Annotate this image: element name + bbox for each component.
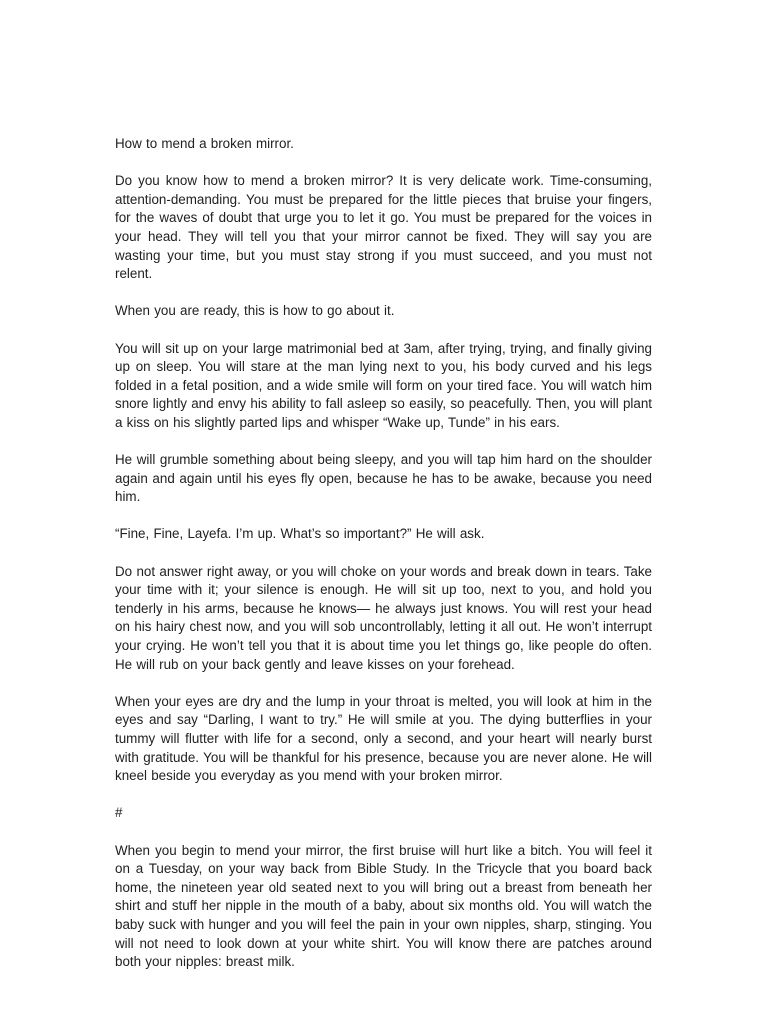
- paragraph-2: When you are ready, this is how to go about it.: [115, 303, 395, 319]
- paragraph-4: He will grumble something about being sleepy, and you will tap him hard on the shoulder again and again until his eyes fly open, because he has to be awake, because you need him.: [115, 452, 652, 505]
- section-break: #: [115, 805, 123, 821]
- paragraph-8: When you begin to mend your mirror, the first bruise will hurt like a bitch. You will feel it on a Tuesday, on your way back from Bible Study. In the Tricycle that you board back home, the nineteen year old seated next to you will bring out a breast from beneath her shirt and stuff her nipple in the mouth of a baby, about six months old. You will watch the baby suck with hunger and you will feel the pain in your own nipples, sharp, stinging. You will not need to look down at your white shirt. You will know there are patches around both your nipples: breast milk.: [115, 842, 652, 970]
- paragraph-1: Do you know how to mend a broken mirror? It is very delicate work. Time-consuming, attention-demanding. You must be prepared for the little pieces that bruise your fingers, for the waves of doubt that urge you to let it go. You must be prepared for the voices in your head. They will tell you that your mirror cannot be fixed. They will say you are wasting your time, but you must stay strong if you must succeed, and you must not relent.: [115, 173, 652, 282]
- paragraph-7: When your eyes are dry and the lump in your throat is melted, you will look at him in the eyes and say “Darling, I want to try.” He will smile at you. The dying butterflies in your tummy will flutter with life for a second, only a second, and your heart will nearly burst with gratitude. You will be thankful for his presence, because you are never alone. He will kneel beside you everyday as you mend with your broken mirror.: [115, 693, 652, 784]
- paragraph-3: You will sit up on your large matrimonial bed at 3am, after trying, trying, and finally giving up on sleep. You will stare at the man lying next to you, his body curved and his legs folded in a fetal position, and a wide smile will form on your tired face. You will watch him snore lightly and envy his ability to fall asleep so easily, so peacefully. Then, you will plant a kiss on his slightly parted lips and whisper “Wake up, Tunde” in his ears.: [115, 340, 652, 430]
- paragraph-6: Do not answer right away, or you will choke on your words and break down in tears. Take your time with it; your silence is enough. He will sit up too, next to you, and hold you tenderly in his arms, because he knows— he always just knows. You will rest your head on his hairy chest now, and you will sob uncontrollably, letting it all out. He won’t interrupt your crying. He won’t tell you that it is about time you let things go, like people do often. He will rub on your back gently and leave kisses on your forehead.: [115, 563, 652, 672]
- document-title: How to mend a broken mirror.: [115, 136, 294, 151]
- paragraph-5: “Fine, Fine, Layefa. I’m up. What’s so important?” He will ask.: [115, 526, 485, 542]
